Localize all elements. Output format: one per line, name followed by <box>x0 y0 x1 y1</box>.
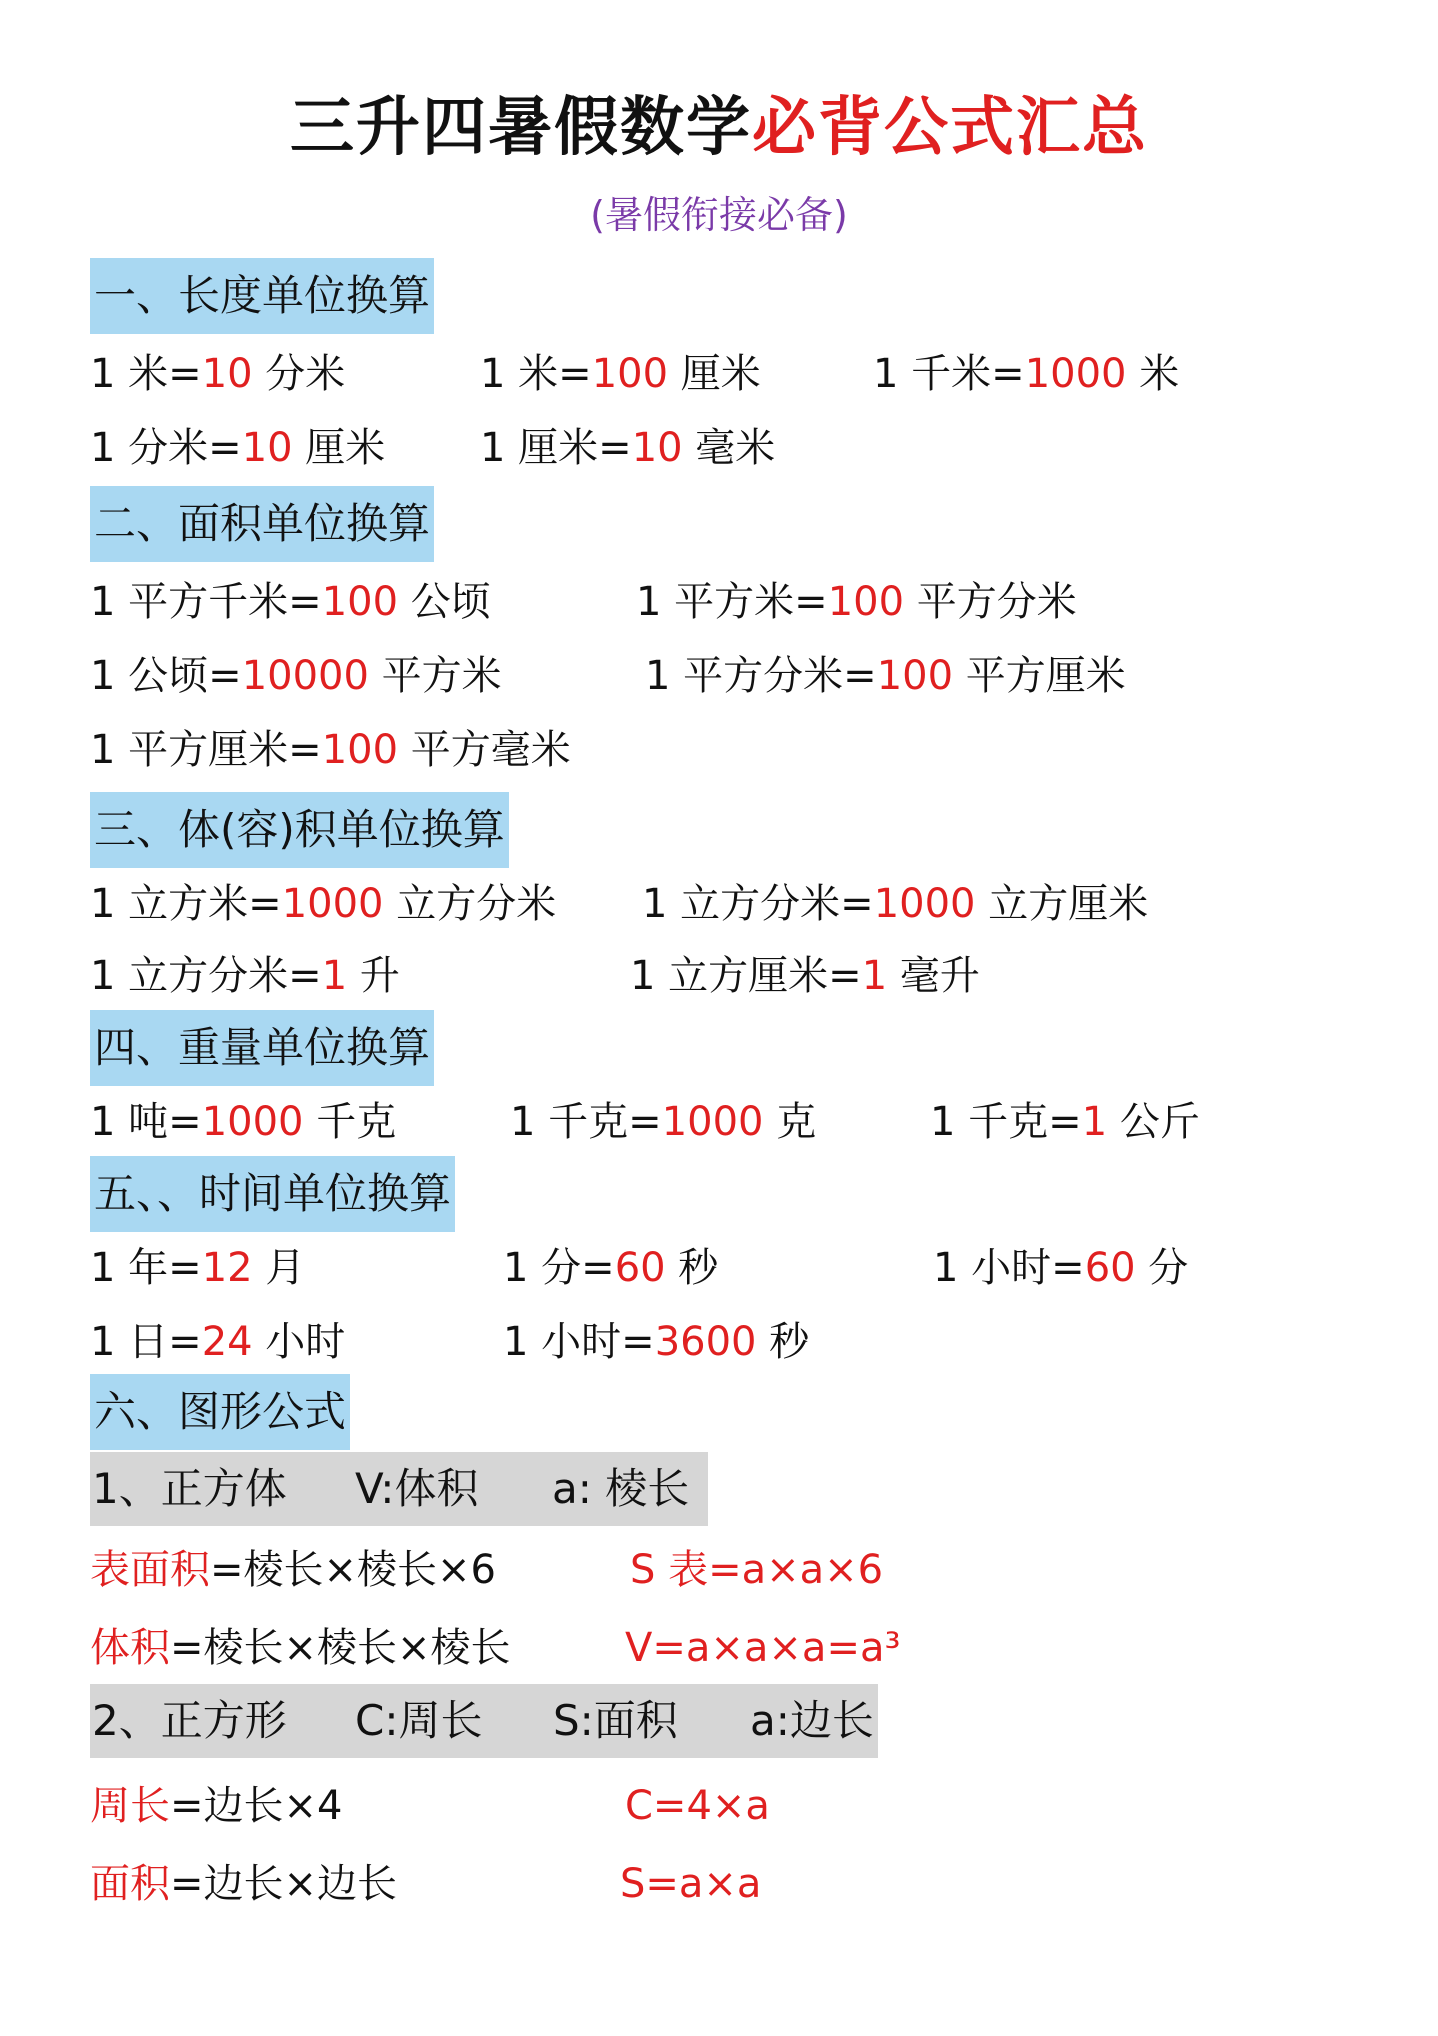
volume-item <box>90 876 556 932</box>
page-title <box>0 88 1438 168</box>
area-item-0-val: 100 <box>321 579 399 625</box>
square-perimeter-symbolic: C=4×a <box>625 1783 770 1829</box>
volume-item-0-post: 立方分米 <box>383 881 557 927</box>
square-perimeter-def: C:周长 <box>355 1696 483 1745</box>
weight-item-0-val: 1000 <box>201 1099 304 1145</box>
time-item-0-pre: 1 年= <box>90 1245 202 1291</box>
volume-item-1-post: 立方厘米 <box>975 881 1149 927</box>
area-item <box>90 722 571 778</box>
time-item-3-pre: 1 日= <box>90 1319 202 1365</box>
time-item-1-post: 秒 <box>665 1245 719 1291</box>
weight-item-2-pre: 1 千克= <box>930 1099 1082 1145</box>
cube-label: 1、正方体 <box>92 1464 287 1513</box>
page-subtitle: (暑假衔接必备) <box>590 193 848 237</box>
length-item <box>90 420 385 476</box>
length-item-0-pre: 1 米= <box>90 351 202 397</box>
area-item-1-pre: 1 平方米= <box>636 579 828 625</box>
length-item-3-post: 厘米 <box>292 425 386 471</box>
length-item-0-val: 10 <box>201 351 253 397</box>
cube-edge-def: a: 棱长 <box>552 1464 690 1513</box>
length-item-2-pre: 1 千米= <box>873 351 1025 397</box>
volume-item <box>642 876 1148 932</box>
volume-item-2-pre: 1 立方分米= <box>90 953 322 999</box>
length-item <box>873 346 1179 402</box>
area-item-4-val: 100 <box>321 727 399 773</box>
time-item-2-pre: 1 小时= <box>933 1245 1085 1291</box>
title-black-part: 三升四暑假数学 <box>290 91 752 165</box>
weight-item-1-val: 1000 <box>661 1099 764 1145</box>
volume-item-2-val: 1 <box>321 953 348 999</box>
area-item-4-pre: 1 平方厘米= <box>90 727 322 773</box>
area-item-3-post: 平方厘米 <box>953 653 1126 699</box>
cube-volume-expr: =棱长×棱长×棱长 <box>170 1625 511 1671</box>
square-perimeter-formula <box>90 1776 342 1836</box>
square-area-symbolic: S=a×a <box>620 1861 762 1907</box>
length-item-1-val: 100 <box>591 351 669 397</box>
time-item-0-val: 12 <box>201 1245 253 1291</box>
cube-surface-formula <box>90 1540 496 1600</box>
area-item-2-post: 平方米 <box>368 653 502 699</box>
time-item <box>503 1314 809 1370</box>
weight-item-0-post: 千克 <box>303 1099 397 1145</box>
weight-item-1-post: 克 <box>763 1099 817 1145</box>
length-item-4-pre: 1 厘米= <box>480 425 632 471</box>
cube-surface-symbolic: S 表=a×a×6 <box>630 1547 884 1593</box>
area-heading: 二、面积单位换算 <box>90 486 434 562</box>
volume-item-3-val: 1 <box>861 953 888 999</box>
area-item-4-post: 平方毫米 <box>398 727 571 773</box>
area-item-2-pre: 1 公顷= <box>90 653 242 699</box>
area-item-3-pre: 1 平方分米= <box>645 653 877 699</box>
cube-surface-expr: =棱长×棱长×6 <box>210 1547 496 1593</box>
length-item-2-val: 1000 <box>1024 351 1127 397</box>
weight-item-0-pre: 1 吨= <box>90 1099 202 1145</box>
time-item <box>90 1314 345 1370</box>
cube-subheading <box>90 1452 708 1526</box>
length-item <box>90 346 345 402</box>
area-item-1-post: 平方分米 <box>904 579 1077 625</box>
square-edge-def: a:边长 <box>750 1696 874 1745</box>
volume-item-2-post: 升 <box>347 953 400 999</box>
length-heading: 一、长度单位换算 <box>90 258 434 334</box>
time-item <box>933 1240 1188 1296</box>
time-item-3-val: 24 <box>201 1319 253 1365</box>
weight-item <box>90 1094 396 1150</box>
time-item-0-post: 月 <box>252 1245 306 1291</box>
volume-item <box>630 948 980 1004</box>
volume-item-0-pre: 1 立方米= <box>90 881 282 927</box>
square-area-expr: =边长×边长 <box>170 1861 398 1907</box>
cube-surface-name: 表面积 <box>90 1547 210 1593</box>
weight-item-2-val: 1 <box>1081 1099 1108 1145</box>
time-item-4-val: 3600 <box>654 1319 757 1365</box>
weight-item-2-post: 公斤 <box>1107 1099 1200 1145</box>
area-item <box>645 648 1126 704</box>
weight-item <box>510 1094 816 1150</box>
weight-item <box>930 1094 1200 1150</box>
length-item-4-val: 10 <box>631 425 683 471</box>
time-item-4-post: 秒 <box>756 1319 810 1365</box>
square-area-name: 面积 <box>90 1861 170 1907</box>
time-item-1-val: 60 <box>614 1245 666 1291</box>
length-item-1-post: 厘米 <box>668 351 761 397</box>
time-heading: 五、、时间单位换算 <box>90 1156 455 1232</box>
area-item <box>90 648 502 704</box>
time-item-2-post: 分 <box>1135 1245 1189 1291</box>
cube-volume-def: V:体积 <box>355 1464 479 1513</box>
square-label: 2、正方形 <box>92 1696 287 1745</box>
length-item-0-post: 分米 <box>252 351 346 397</box>
length-item <box>480 420 775 476</box>
time-item-2-val: 60 <box>1084 1245 1136 1291</box>
volume-item-0-val: 1000 <box>281 881 384 927</box>
area-item <box>636 574 1077 630</box>
area-item-0-pre: 1 平方千米= <box>90 579 322 625</box>
volume-heading: 三、体(容)积单位换算 <box>90 792 509 868</box>
volume-item-3-pre: 1 立方厘米= <box>630 953 862 999</box>
shapes-heading: 六、图形公式 <box>90 1374 350 1450</box>
square-area-def: S:面积 <box>553 1696 678 1745</box>
title-red-part: 必背公式汇总 <box>752 91 1148 165</box>
length-item-3-pre: 1 分米= <box>90 425 242 471</box>
time-item-3-post: 小时 <box>252 1319 346 1365</box>
area-item-2-val: 10000 <box>241 653 369 699</box>
area-item <box>90 574 491 630</box>
time-item-1-pre: 1 分= <box>503 1245 615 1291</box>
time-item <box>90 1240 305 1296</box>
square-perimeter-expr: =边长×4 <box>170 1783 343 1829</box>
area-item-1-val: 100 <box>827 579 905 625</box>
length-item-1-pre: 1 米= <box>480 351 592 397</box>
square-area-formula <box>90 1854 397 1914</box>
cube-volume-formula <box>90 1618 511 1678</box>
time-item <box>503 1240 718 1296</box>
area-item-3-val: 100 <box>876 653 954 699</box>
square-subheading <box>90 1684 878 1758</box>
square-perimeter-name: 周长 <box>90 1783 170 1829</box>
volume-item <box>90 948 400 1004</box>
cube-volume-symbolic: V=a×a×a=a³ <box>625 1625 901 1671</box>
length-item <box>480 346 761 402</box>
length-item-3-val: 10 <box>241 425 293 471</box>
weight-item-1-pre: 1 千克= <box>510 1099 662 1145</box>
cube-volume-name: 体积 <box>90 1625 170 1671</box>
volume-item-1-pre: 1 立方分米= <box>642 881 874 927</box>
time-item-4-pre: 1 小时= <box>503 1319 655 1365</box>
weight-heading: 四、重量单位换算 <box>90 1010 434 1086</box>
volume-item-3-post: 毫升 <box>887 953 980 999</box>
length-item-4-post: 毫米 <box>682 425 776 471</box>
volume-item-1-val: 1000 <box>873 881 976 927</box>
area-item-0-post: 公顷 <box>398 579 491 625</box>
length-item-2-post: 米 <box>1126 351 1180 397</box>
